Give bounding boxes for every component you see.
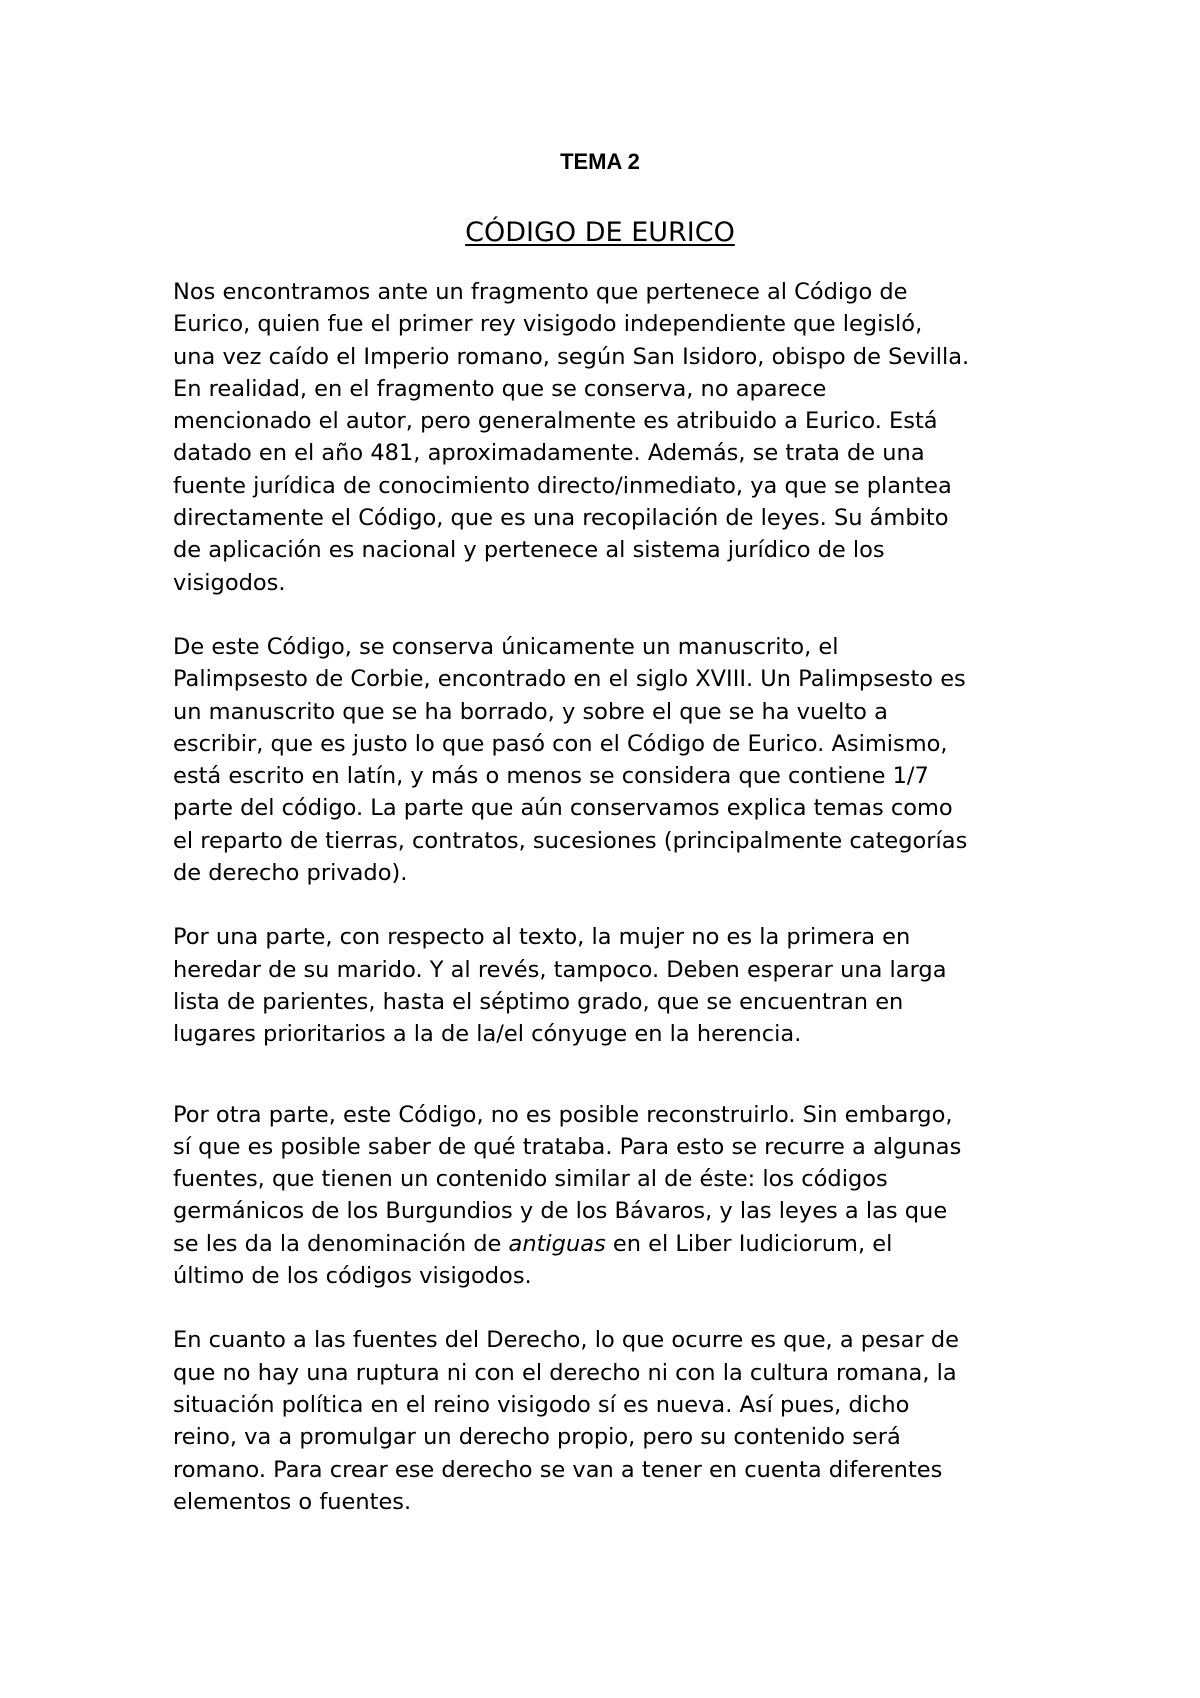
- text-line: situación política en el reino visigodo sí es nueva. Así pues, dicho: [173, 1391, 910, 1418]
- document-title: CÓDIGO DE EURICO: [465, 217, 735, 248]
- text-line: datado en el año 481, aproximadamente. Además, se trata de una: [173, 440, 925, 467]
- paragraph-5: [173, 1324, 1053, 1518]
- text-line: romano. Para crear ese derecho se van a tener en cuenta diferentes: [173, 1456, 943, 1483]
- text-line: que no hay una ruptura ni con el derecho ni con la cultura romana, la: [173, 1359, 957, 1386]
- text-line: lista de parientes, hasta el séptimo grado, que se encuentran en: [173, 988, 904, 1015]
- text-line: reino, va a promulgar un derecho propio, pero su contenido será: [173, 1424, 901, 1451]
- paragraph-3: [173, 921, 1053, 1050]
- tema-heading: TEMA 2: [560, 149, 640, 174]
- text-line: visigodos.: [173, 569, 286, 596]
- text-line: heredar de su marido. Y al revés, tampoco. Deben esperar una larga: [173, 956, 947, 983]
- text-line: Por una parte, con respecto al texto, la mujer no es la primera en: [173, 924, 911, 951]
- text-segment: en el Liber Iudiciorum, el: [605, 1230, 893, 1257]
- text-line: directamente el Código, que es una recopilación de leyes. Su ámbito: [173, 505, 949, 532]
- text-line: Nos encontramos ante un fragmento que pertenece al Código de: [173, 279, 908, 305]
- text-line: De este Código, se conserva únicamente un manuscrito, el: [173, 633, 839, 660]
- text-line: una vez caído el Imperio romano, según San Isidoro, obispo de Sevilla.: [173, 343, 970, 370]
- text-line: mencionado el autor, pero generalmente es atribuido a Eurico. Está: [173, 408, 938, 435]
- italic-term: antiguas: [508, 1230, 606, 1257]
- text-line: último de los códigos visigodos.: [173, 1263, 532, 1290]
- text-line: Palimpsesto de Corbie, encontrado en el siglo XVIII. Un Palimpsesto es: [173, 666, 966, 693]
- paragraph-4: [173, 1099, 1053, 1293]
- text-line: de derecho privado).: [173, 860, 408, 887]
- text-line: lugares prioritarios a la de la/el cónyuge en la herencia.: [173, 1021, 802, 1048]
- text-line: fuentes, que tienen un contenido similar al de éste: los códigos: [173, 1166, 888, 1193]
- text-line: [173, 1228, 1053, 1260]
- text-segment: se les da la denominación de: [173, 1230, 509, 1257]
- paragraph-2: [173, 631, 1053, 889]
- text-line: está escrito en latín, y más o menos se considera que contiene 1/7: [173, 763, 929, 790]
- text-line: Eurico, quien fue el primer rey visigodo independiente que legisló,: [173, 311, 923, 338]
- text-line: Por otra parte, este Código, no es posible reconstruirlo. Sin embargo,: [173, 1101, 953, 1128]
- text-line: parte del código. La parte que aún conservamos explica temas como: [173, 795, 953, 822]
- text-line: fuente jurídica de conocimiento directo/inmediato, ya que se plantea: [173, 472, 952, 499]
- text-line: germánicos de los Burgundios y de los Bávaros, y las leyes a las que: [173, 1198, 948, 1225]
- text-line: En cuanto a las fuentes del Derecho, lo que ocurre es que, a pesar de: [173, 1327, 959, 1354]
- text-line: elementos o fuentes.: [173, 1488, 412, 1515]
- text-line: de aplicación es nacional y pertenece al sistema jurídico de los: [173, 537, 885, 564]
- document-body: [173, 276, 1053, 1518]
- text-line: el reparto de tierras, contratos, sucesiones (principalmente categorías: [173, 827, 968, 854]
- text-line: sí que es posible saber de qué trataba. Para esto se recurre a algunas: [173, 1133, 962, 1160]
- text-line: En realidad, en el fragmento que se conserva, no aparece: [173, 375, 827, 402]
- paragraph-1: [173, 276, 1053, 599]
- text-line: escribir, que es justo lo que pasó con el Código de Eurico. Asimismo,: [173, 730, 948, 757]
- text-line: un manuscrito que se ha borrado, y sobre el que se ha vuelto a: [173, 698, 888, 725]
